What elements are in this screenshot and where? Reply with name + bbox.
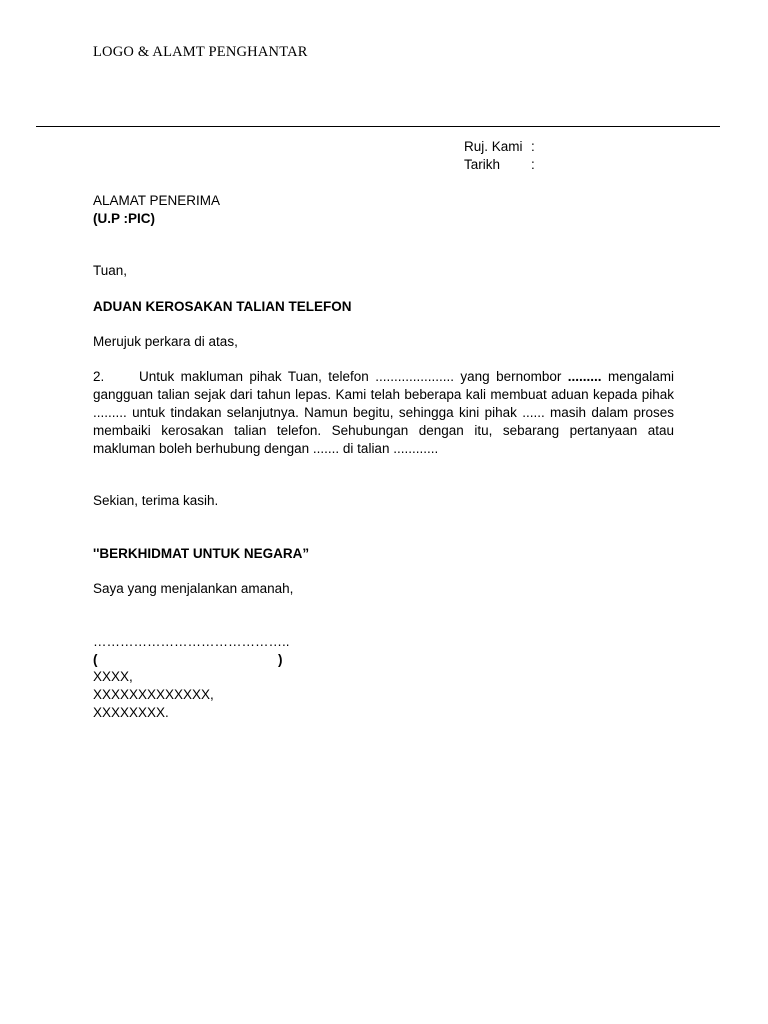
reference-row	[464, 138, 584, 156]
salutation: Tuan,	[93, 263, 128, 278]
reference-colon: :	[531, 139, 535, 154]
body-text-part2: mengalami gangguan talian sejak dari tahun lepas. Kami telah beberapa kali membuat aduan kepada pihak ......... untuk tindakan selanjutnya. Namun begitu, sehingga kini pihak ...... masih dalam proses membaiki kerosakan talian telefon. Sehubungan dengan itu, sebarang pertanyaan atau makluman boleh berhubung dengan ....... di talian ............	[93, 369, 675, 456]
closing-line: Sekian, terima kasih.	[93, 493, 219, 508]
signature-close-paren: )	[278, 652, 283, 667]
signature-open-paren: (	[93, 652, 98, 667]
letter-subject: ADUAN KEROSAKAN TALIAN TELEFON	[93, 299, 352, 314]
motto: ''BERKHIDMAT UNTUK NEGARA”	[93, 546, 310, 561]
signature-dots: ……………………………………..	[93, 634, 290, 649]
body-text-part1: Untuk makluman pihak Tuan, telefon ..................... yang bernombor	[139, 369, 568, 384]
body-blank-number: .........	[567, 369, 602, 384]
date-row	[464, 156, 584, 174]
date-label: Tarikh	[464, 157, 501, 172]
signatory-position: XXXXXXXXXXXXX,	[93, 687, 214, 702]
signatory-name: XXXX,	[93, 669, 133, 684]
trust-line: Saya yang menjalankan amanah,	[93, 581, 294, 596]
recipient-attention: (U.P :PIC)	[93, 211, 156, 226]
date-colon: :	[531, 157, 535, 172]
sender-letterhead: LOGO & ALAMT PENGHANTAR	[93, 44, 308, 60]
body-paragraph	[93, 368, 674, 458]
reference-block	[464, 138, 584, 174]
opening-line: Merujuk perkara di atas,	[93, 334, 238, 349]
reference-label: Ruj. Kami	[464, 139, 523, 154]
header-divider	[36, 126, 720, 127]
paragraph-number: 2.	[93, 369, 105, 384]
signatory-organisation: XXXXXXXX.	[93, 705, 169, 720]
recipient-address: ALAMAT PENERIMA	[93, 193, 221, 208]
